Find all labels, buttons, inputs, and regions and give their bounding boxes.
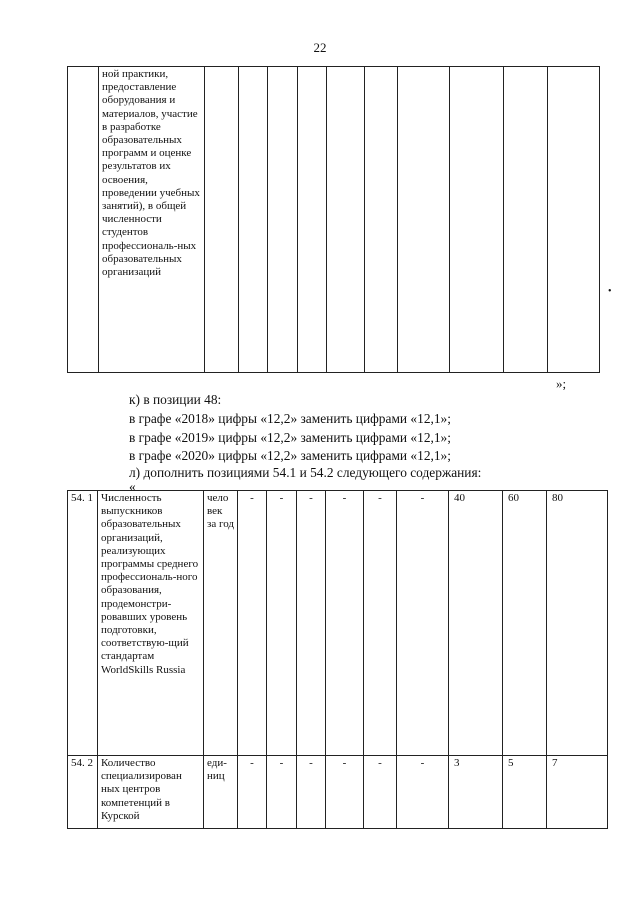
amendment-line-2019: в графе «2019» цифры «12,2» заменить цифрами «12,1»;	[129, 430, 451, 445]
table-cell	[239, 67, 268, 373]
stray-mark: •	[608, 286, 612, 297]
unit-cell: еди-ниц	[204, 756, 238, 829]
table-cell	[205, 67, 239, 373]
continued-table	[67, 66, 600, 373]
position-number: 54. 2	[68, 756, 98, 829]
table-cell	[504, 67, 548, 373]
value-cell: -	[364, 491, 397, 756]
table-row	[68, 756, 608, 829]
value-cell: 7	[547, 756, 608, 829]
value-cell: 3	[449, 756, 503, 829]
value-cell: -	[326, 756, 364, 829]
amendment-line-2020: в графе «2020» цифры «12,2» заменить цифрами «12,1»;	[129, 448, 451, 463]
value-cell: -	[267, 491, 297, 756]
value-cell: 60	[503, 491, 547, 756]
table-cell	[327, 67, 365, 373]
unit-cell: чело век за год	[204, 491, 238, 756]
table-cell	[365, 67, 398, 373]
value-cell: -	[326, 491, 364, 756]
position-number: 54. 1	[68, 491, 98, 756]
value-cell: -	[267, 756, 297, 829]
new-positions-table	[67, 490, 608, 829]
value-cell: -	[397, 491, 449, 756]
value-cell: 40	[449, 491, 503, 756]
value-cell: -	[297, 756, 326, 829]
table-cell	[548, 67, 600, 373]
indicator-name: Численность выпускников образовательных организаций, реализующих программы среднего профессиональ-ного образования, продемонстри-ровавших уровень подготовки, соответствую-щий стандартам WorldSkills Russia	[98, 491, 204, 756]
value-cell: -	[397, 756, 449, 829]
table-cell	[450, 67, 504, 373]
value-cell: -	[238, 491, 267, 756]
value-cell: 5	[503, 756, 547, 829]
table-cell	[398, 67, 450, 373]
closing-quote: »;	[556, 376, 567, 391]
table-row	[68, 491, 608, 756]
opening-quote: «	[129, 479, 136, 494]
table-cell	[268, 67, 298, 373]
table-cell	[68, 67, 99, 373]
table-cell	[298, 67, 327, 373]
amendment-line-k: к) в позиции 48:	[129, 392, 222, 407]
value-cell: 80	[547, 491, 608, 756]
page-number: 22	[313, 40, 327, 55]
indicator-name: Количество специализирован ных центров компетенций в Курской	[98, 756, 204, 829]
value-cell: -	[364, 756, 397, 829]
value-cell: -	[297, 491, 326, 756]
amendment-line-l: л) дополнить позициями 54.1 и 54.2 следующего содержания:	[129, 465, 482, 480]
amendment-line-2018: в графе «2018» цифры «12,2» заменить цифрами «12,1»;	[129, 411, 451, 426]
value-cell: -	[238, 756, 267, 829]
indicator-name-cell: ной практики, предоставление оборудования и материалов, участие в разработке образовательных программ и оценке результатов их освоения, проведении учебных занятий), в общей численности студентов профессиональ-ных образовательных организаций	[99, 67, 205, 373]
